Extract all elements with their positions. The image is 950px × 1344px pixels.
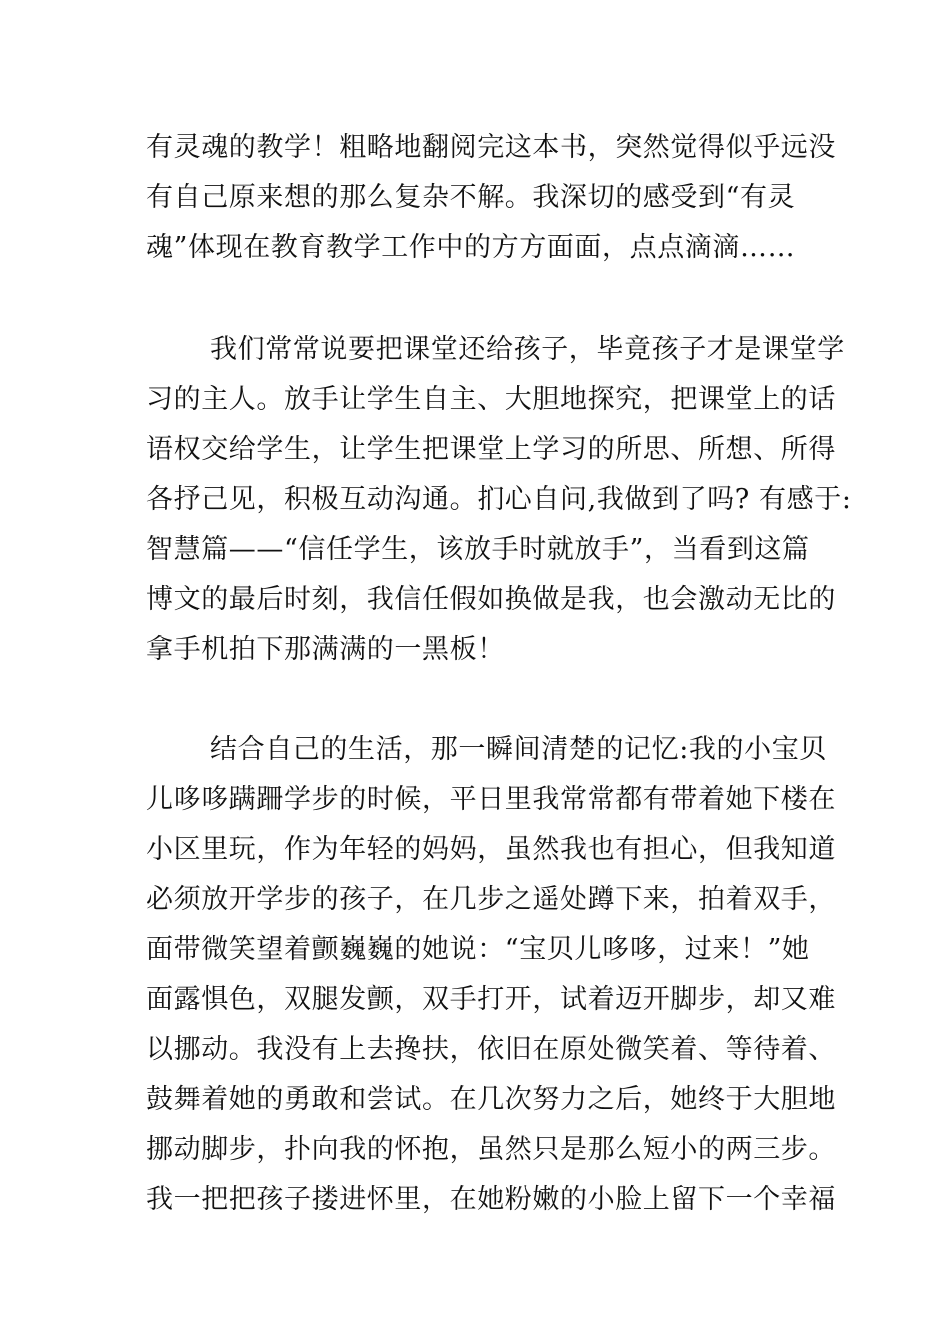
paragraph-3-line-10: 我一把把孩子搂进怀里，在她粉嫩的小脸上留下一个幸福 [146, 1184, 836, 1215]
paragraph-3-line-2: 儿哆哆蹒跚学步的时候，平日里我常常都有带着她下楼在 [146, 784, 836, 815]
paragraph-3-line-5: 面带微笑望着颤巍巍的她说：“宝贝儿哆哆，过来！”她 [146, 934, 810, 965]
paragraph-3-line-8: 鼓舞着她的勇敢和尝试。在几次努力之后，她终于大胆地 [146, 1084, 836, 1115]
paragraph-2-line-4: 各抒己见，积极互动沟通。扪心自问,我做到了吗? 有感于: [146, 484, 852, 515]
paragraph-3-line-9: 挪动脚步，扑向我的怀抱，虽然只是那么短小的两三步。 [146, 1134, 836, 1165]
paragraph-1-line-1: 有灵魂的教学！粗略地翻阅完这本书，突然觉得似乎远没 [146, 132, 836, 163]
paragraph-2-line-2: 习的主人。放手让学生自主、大胆地探究，把课堂上的话 [146, 384, 836, 415]
paragraph-3-line-6: 面露惧色，双腿发颤，双手打开，试着迈开脚步，却又难 [146, 984, 836, 1015]
paragraph-2-line-3: 语权交给学生，让学生把课堂上学习的所思、所想、所得 [146, 434, 836, 465]
paragraph-3-line-1: 结合自己的生活，那一瞬间清楚的记忆:我的小宝贝 [210, 734, 827, 765]
paragraph-1-line-3: 魂”体现在教育教学工作中的方方面面，点点滴滴…… [146, 232, 796, 263]
paragraph-3-line-4: 必须放开学步的孩子，在几步之遥处蹲下来，拍着双手， [146, 884, 836, 915]
paragraph-2-line-7: 拿手机拍下那满满的一黑板！ [146, 634, 505, 665]
paragraph-2-line-5: 智慧篇——“信任学生，该放手时就放手”，当看到这篇 [146, 534, 810, 565]
paragraph-2-line-1: 我们常常说要把课堂还给孩子，毕竟孩子才是课堂学 [210, 334, 845, 365]
paragraph-1-line-2: 有自己原来想的那么复杂不解。我深切的感受到“有灵 [146, 182, 796, 213]
paragraph-3-line-7: 以挪动。我没有上去搀扶，依旧在原处微笑着、等待着、 [146, 1034, 836, 1065]
paragraph-3-line-3: 小区里玩，作为年轻的妈妈，虽然我也有担心，但我知道 [146, 834, 836, 865]
paragraph-2-line-6: 博文的最后时刻，我信任假如换做是我，也会激动无比的 [146, 584, 836, 615]
